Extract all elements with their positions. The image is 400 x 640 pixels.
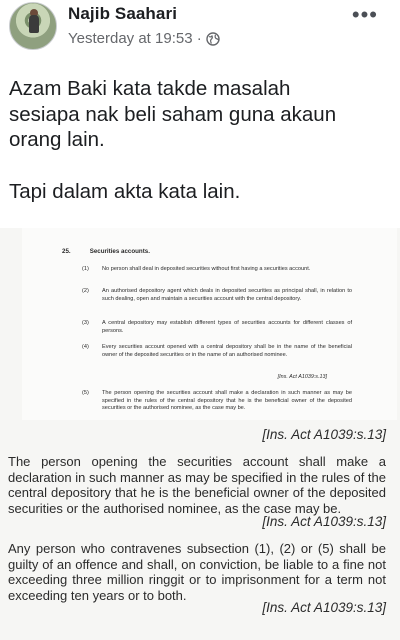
author-name[interactable]: Najib Saahari [68, 4, 178, 23]
clause-number: (2) [82, 288, 89, 294]
post-text [9, 76, 393, 204]
post-timestamp[interactable]: Yesterday at 19:53 · [68, 30, 202, 47]
clause-number: (4) [82, 344, 89, 350]
clause-number: (5) [82, 390, 89, 396]
clause-citation: [Ins. Act A1039:s.13] [277, 374, 327, 380]
citation: [Ins. Act A1039:s.13] [262, 514, 386, 529]
paragraph: Any person who contravenes subsection (1), (2) or (5) shall be guilty of an offence and shall, on conviction, be liable to a fine not exceeding three million ringgit or to imprisonment for a term not exceeding ten years or to both. [8, 541, 386, 603]
globe-icon [206, 32, 220, 46]
avatar-figure [29, 15, 39, 33]
clause-text: A central depository may establish different types of securities accounts for different classes of persons. [102, 320, 352, 334]
post-text-line: sesiapa nak beli saham guna akaun [9, 102, 337, 126]
post-text-line: orang lain. [9, 128, 105, 151]
avatar[interactable] [9, 2, 57, 50]
clause-text: The person opening the securities account shall make a declaration in such manner as may be specified in the rules of the central depository that he is the beneficial owner of the deposited securities or the authorised nominee, as the case may be. [102, 390, 352, 412]
clause-text: An authorised depository agent which deals in deposited securities as principal shall, in relation to such dealing, open and maintain a securities account with the central depository. [102, 288, 352, 302]
paragraph: The person opening the securities account shall make a declaration in such manner as may be specified in the rules of the central depository that he is the beneficial owner of the deposited securities or the authorised nominee, as the case may be. [8, 454, 386, 516]
act-page-scan [22, 228, 397, 420]
citation: [Ins. Act A1039:s.13] [262, 427, 386, 442]
section-title: Securities accounts. [89, 248, 150, 255]
clause-number: (1) [82, 266, 89, 272]
post-image[interactable] [0, 228, 400, 640]
clause-text: Every securities account opened with a central depository shall be in the name of the beneficial owner of the deposited securities or in the name of an authorised nominee. [102, 344, 352, 358]
post-meta [68, 30, 220, 47]
clause-number: (3) [82, 320, 89, 326]
post-text-line: Azam Baki kata takde masalah [9, 77, 291, 100]
section-number: 25. [62, 248, 71, 255]
more-options-button[interactable]: ••• [351, 2, 378, 27]
citation: [Ins. Act A1039:s.13] [262, 600, 386, 615]
section-heading [62, 248, 150, 255]
post-text-line: Tapi dalam akta kata lain. [9, 179, 241, 203]
post-header [0, 0, 400, 62]
clause-text: No person shall deal in deposited securities without first having a securities account. [102, 266, 311, 272]
